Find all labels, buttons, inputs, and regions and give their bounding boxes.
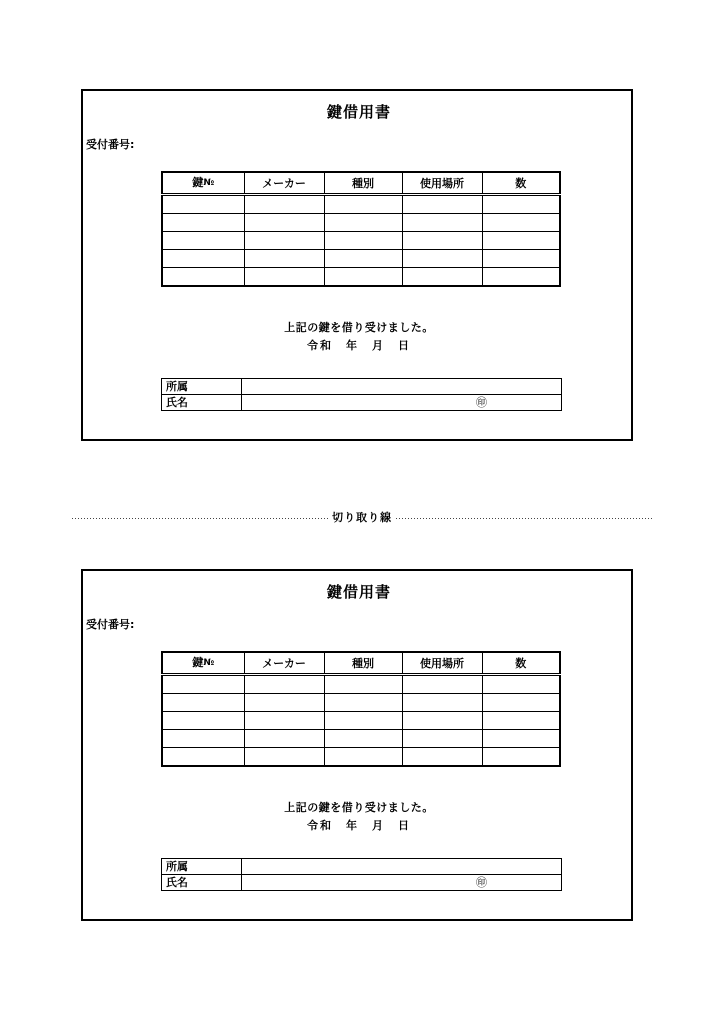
table-row[interactable]: [162, 214, 560, 232]
cell-key-no[interactable]: [162, 195, 244, 214]
seal-stamp-icon: ㊞: [476, 876, 487, 889]
numero-sign-icon: №: [203, 658, 215, 668]
cell-type[interactable]: [324, 214, 402, 232]
cut-line-label: 切り取り線: [332, 511, 392, 524]
table-row[interactable]: [162, 748, 560, 767]
reception-number-label: 受付番号:: [86, 618, 135, 631]
cell-quantity[interactable]: [482, 712, 560, 730]
cell-location[interactable]: [402, 214, 482, 232]
signature-table: [161, 378, 562, 411]
cell-location[interactable]: [402, 232, 482, 250]
cell-quantity[interactable]: [482, 214, 560, 232]
cell-location[interactable]: [402, 694, 482, 712]
cell-location[interactable]: [402, 195, 482, 214]
cell-location[interactable]: [402, 250, 482, 268]
cell-quantity[interactable]: [482, 694, 560, 712]
column-header-location: 使用場所: [402, 172, 482, 195]
cell-maker[interactable]: [244, 232, 324, 250]
cell-maker[interactable]: [244, 675, 324, 694]
numero-sign-icon: №: [203, 178, 215, 188]
cell-maker[interactable]: [244, 195, 324, 214]
key-table-body: [162, 195, 560, 287]
acknowledgement-statement: [83, 799, 635, 835]
table-row[interactable]: [162, 675, 560, 694]
column-header-key-no: [162, 172, 244, 195]
column-header-key-no: [162, 652, 244, 675]
signature-row-affiliation[interactable]: [162, 859, 562, 875]
cell-key-no[interactable]: [162, 694, 244, 712]
signature-row-affiliation[interactable]: [162, 379, 562, 395]
cell-key-no[interactable]: [162, 675, 244, 694]
seal-stamp-icon: ㊞: [476, 396, 487, 409]
statement-line-1: 上記の鍵を借り受けました。: [284, 801, 434, 814]
cell-key-no[interactable]: [162, 232, 244, 250]
name-label: 氏名: [162, 395, 242, 411]
column-header-maker: メーカー: [244, 172, 324, 195]
table-row[interactable]: [162, 712, 560, 730]
cell-type[interactable]: [324, 748, 402, 767]
key-no-label: 鍵: [192, 656, 204, 669]
cell-quantity[interactable]: [482, 268, 560, 287]
key-entry-table: [161, 651, 561, 767]
statement-line-1: 上記の鍵を借り受けました。: [284, 321, 434, 334]
cell-type[interactable]: [324, 268, 402, 287]
table-row[interactable]: [162, 694, 560, 712]
table-row[interactable]: [162, 268, 560, 287]
cell-quantity[interactable]: [482, 675, 560, 694]
cell-maker[interactable]: [244, 250, 324, 268]
cell-maker[interactable]: [244, 268, 324, 287]
column-header-type: 種別: [324, 652, 402, 675]
reception-number-label: 受付番号:: [86, 138, 135, 151]
cell-type[interactable]: [324, 675, 402, 694]
affiliation-field[interactable]: [242, 859, 562, 875]
cell-maker[interactable]: [244, 730, 324, 748]
name-field[interactable]: [242, 875, 562, 891]
key-table-header-row: [162, 172, 560, 195]
name-label: 氏名: [162, 875, 242, 891]
cell-quantity[interactable]: [482, 232, 560, 250]
cut-line-dash-left: [72, 518, 328, 519]
cell-type[interactable]: [324, 250, 402, 268]
affiliation-label: 所属: [162, 859, 242, 875]
key-table-body: [162, 675, 560, 767]
cell-maker[interactable]: [244, 712, 324, 730]
column-header-quantity: 数: [482, 652, 560, 675]
cell-type[interactable]: [324, 712, 402, 730]
table-row[interactable]: [162, 195, 560, 214]
cell-quantity[interactable]: [482, 195, 560, 214]
page-title: 鍵借用書: [326, 583, 391, 601]
key-loan-form-bottom: [81, 569, 633, 921]
cell-quantity[interactable]: [482, 730, 560, 748]
column-header-maker: メーカー: [244, 652, 324, 675]
page-title: 鍵借用書: [326, 103, 391, 121]
key-entry-table: [161, 171, 561, 287]
column-header-quantity: 数: [482, 172, 560, 195]
signature-table: [161, 858, 562, 891]
cell-key-no[interactable]: [162, 712, 244, 730]
key-loan-form-top: [81, 89, 633, 441]
cell-maker[interactable]: [244, 694, 324, 712]
cell-quantity[interactable]: [482, 748, 560, 767]
cell-location[interactable]: [402, 748, 482, 767]
cell-type[interactable]: [324, 730, 402, 748]
cell-type[interactable]: [324, 232, 402, 250]
table-row[interactable]: [162, 250, 560, 268]
statement-date-line: 令和 年 月 日: [307, 819, 411, 832]
signature-row-name[interactable]: [162, 395, 562, 411]
column-header-location: 使用場所: [402, 652, 482, 675]
statement-date-line: 令和 年 月 日: [307, 339, 411, 352]
cell-maker[interactable]: [244, 214, 324, 232]
cell-location[interactable]: [402, 268, 482, 287]
cut-line: [72, 508, 652, 528]
cell-key-no[interactable]: [162, 214, 244, 232]
affiliation-label: 所属: [162, 379, 242, 395]
cell-key-no[interactable]: [162, 268, 244, 287]
cell-type[interactable]: [324, 694, 402, 712]
signature-row-name[interactable]: [162, 875, 562, 891]
cut-line-dash-right: [396, 518, 652, 519]
cell-maker[interactable]: [244, 748, 324, 767]
cell-key-no[interactable]: [162, 250, 244, 268]
cell-location[interactable]: [402, 675, 482, 694]
cell-type[interactable]: [324, 195, 402, 214]
cell-key-no[interactable]: [162, 748, 244, 767]
name-field[interactable]: [242, 395, 562, 411]
cell-location[interactable]: [402, 730, 482, 748]
cell-quantity[interactable]: [482, 250, 560, 268]
table-row[interactable]: [162, 232, 560, 250]
cell-location[interactable]: [402, 712, 482, 730]
key-no-label: 鍵: [192, 176, 204, 189]
acknowledgement-statement: [83, 319, 635, 355]
cell-key-no[interactable]: [162, 730, 244, 748]
column-header-type: 種別: [324, 172, 402, 195]
affiliation-field[interactable]: [242, 379, 562, 395]
table-row[interactable]: [162, 730, 560, 748]
key-table-header-row: [162, 652, 560, 675]
